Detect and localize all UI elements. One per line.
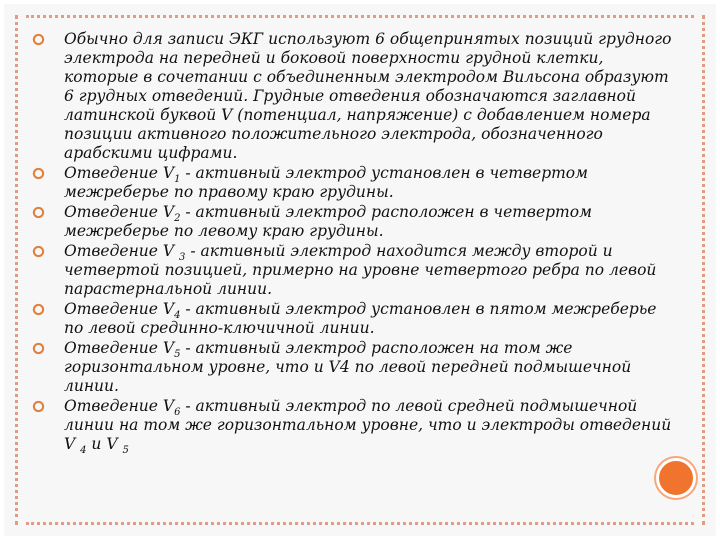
lead-prefix: Отведение V (64, 397, 175, 415)
ring-bullet-icon (32, 206, 45, 219)
ring-bullet-icon (32, 303, 45, 316)
bullet-text: - активный электрод установлен в четвертом межреберье по правому краю грудины. (64, 164, 588, 201)
ring-bullet-icon (32, 400, 45, 413)
lead-number: 3 (179, 252, 186, 264)
bullet-item-v6 (32, 397, 672, 457)
lead-prefix: Отведение V (64, 300, 175, 318)
bullet-text: - активный электрод по левой средней подмышечной линии на том же горизонтальном уровне, что и электроды отведений V (64, 397, 672, 453)
lead-number: 4 (80, 445, 87, 457)
bullet-text: - активный электрод установлен в пятом межреберье по левой срединно-ключичной линии. (64, 300, 657, 337)
lead-prefix: Отведение V (64, 339, 175, 357)
bullet-item-v3 (32, 242, 672, 299)
lead-prefix: Отведение V (64, 203, 175, 221)
bullet-text: Обычно для записи ЭКГ используют 6 общепринятых позиций грудного электрода на передней и боковой поверхности грудной клетки, которые в сочетании с объединенным электродом Вильсона образуют 6 грудных отведений. Грудные отведения обозначаются заглавной латинской буквой V (потенциал, напряжение) с добавлением номера позиции активного положительного электрода, обозначенного арабскими цифрами. (64, 30, 672, 162)
bullet-text: и V (86, 435, 123, 453)
lead-number: 6 (174, 407, 181, 419)
decorative-orange-circle (656, 458, 696, 498)
ring-bullet-icon (32, 167, 45, 180)
ring-bullet-icon (32, 33, 45, 46)
bullet-item-v5 (32, 339, 672, 396)
bullet-text: - активный электрод расположен в четвертом межреберье по левому краю грудины. (64, 203, 592, 240)
bullet-item-intro (32, 30, 672, 163)
bullet-text: - активный электрод находится между второй и четвертой позицией, примерно на уровне четвертого ребра по левой парастернальной линии. (64, 242, 657, 298)
lead-number: 5 (122, 445, 129, 457)
bullet-text: - активный электрод расположен на том же горизонтальном уровне, что и V4 по левой передней подмышечной линии. (64, 339, 632, 395)
lead-prefix: Отведение V (64, 242, 180, 260)
bullet-item-v4 (32, 300, 672, 338)
lead-number: 5 (174, 349, 181, 361)
bullet-item-v1 (32, 164, 672, 202)
bullet-item-v2 (32, 203, 672, 241)
border-left (15, 15, 18, 525)
border-top (26, 15, 694, 18)
lead-prefix: Отведение V (64, 164, 175, 182)
lead-number: 1 (174, 174, 181, 186)
border-right (702, 15, 705, 525)
ring-bullet-icon (32, 342, 45, 355)
bullet-list (32, 30, 672, 455)
lead-number: 4 (174, 310, 181, 322)
lead-number: 2 (174, 213, 181, 225)
ring-bullet-icon (32, 245, 45, 258)
border-bottom (26, 522, 694, 525)
